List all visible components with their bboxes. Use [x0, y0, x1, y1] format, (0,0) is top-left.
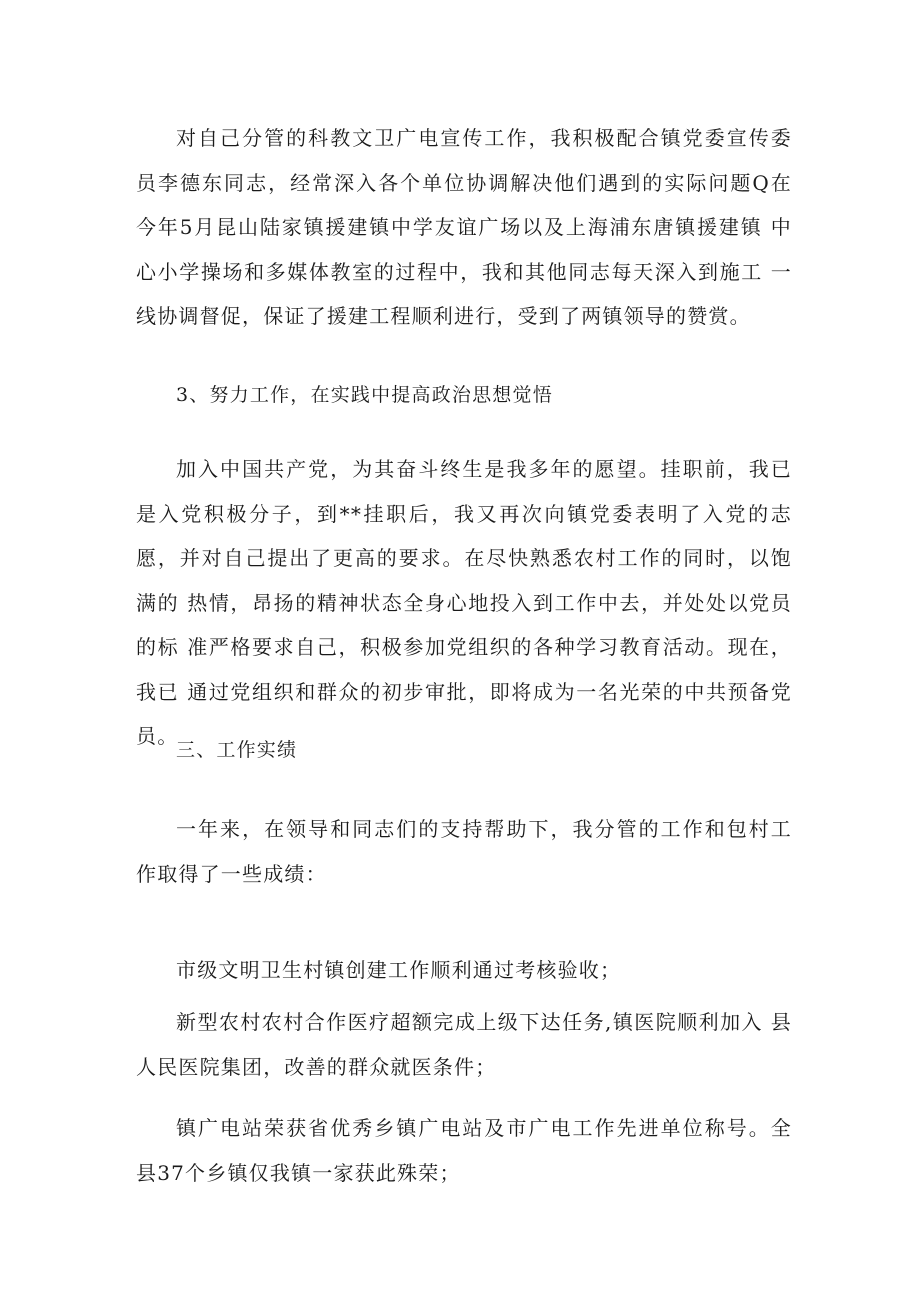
paragraph-party-membership: 加入中国共产党，为其奋斗终生是我多年的愿望。挂职前，我已 是入党积极分子，到**挂职后，我又再次向镇党委表明了入党的志愿，并对自己提出了更高的要求。在尽快熟悉农村工作的同时，以饱满的 热情，昂扬的精神状态全身心地投入到工作中去，并处处以党员的标 准严格要求自己，积极参加党组织的各种学习教育活动。现在，我已 通过党组织和群众的初步审批，即将成为一名光荣的中共预备党员。 [136, 457, 792, 748]
section-heading-work-achievements: 三、工作实绩 [176, 739, 298, 761]
paragraph-science-education-work: 对自己分管的科教文卫广电宣传工作，我积极配合镇党委宣传委 员李德东同志，经常深入各个单位协调解决他们遇到的实际问题Q在 今年5月昆山陆家镇援建镇中学友谊广场以及上海浦东唐镇援建镇 中心小学操场和多媒体教室的过程中，我和其他同志每天深入到施工 一线协调督促，保证了援建工程顺利进行，受到了两镇领导的赞赏。 [136, 126, 792, 328]
paragraph-broadcast-station: 镇广电站荣获省优秀乡镇广电站及市广电工作先进单位称号。全 县37个乡镇仅我镇一家获此殊荣； [136, 1116, 792, 1185]
paragraph-civilized-town: 市级文明卫生村镇创建工作顺利通过考核验收； [176, 958, 622, 982]
section-heading-political-awareness: 3、努力工作，在实践中提高政治思想觉悟 [176, 384, 553, 406]
paragraph-rural-medical-care: 新型农村农村合作医疗超额完成上级下达任务,镇医院顺利加入 县人民医院集团，改善的群众就医条件； [136, 1010, 792, 1079]
paragraph-achievements-intro: 一年来，在领导和同志们的支持帮助下，我分管的工作和包村工 作取得了一些成绩： [136, 817, 792, 886]
